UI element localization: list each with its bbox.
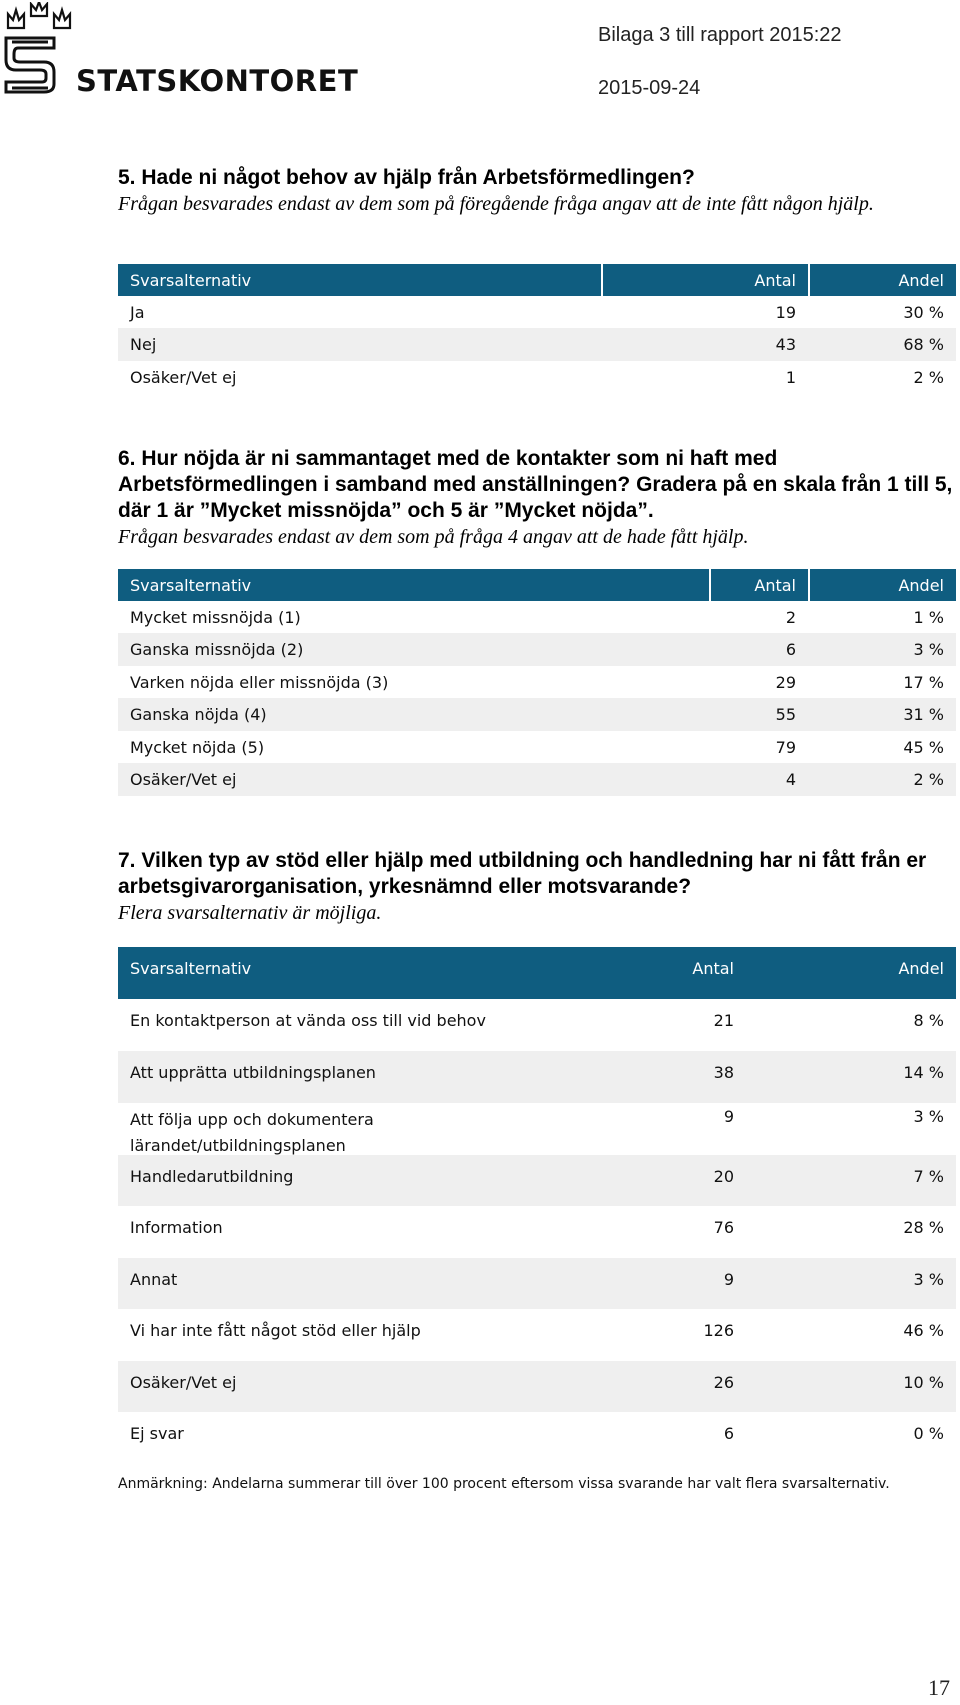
row-count: 43 <box>775 335 796 354</box>
table-q5 <box>118 264 956 393</box>
row-pct: 10 % <box>903 1373 944 1392</box>
row-pct: 45 % <box>903 737 944 757</box>
table-q7 <box>118 947 956 1464</box>
question-7-subtitle: Flera svarsalternativ är möjliga. <box>118 902 382 924</box>
row-label: Ja <box>130 302 145 322</box>
table-row <box>118 1309 956 1361</box>
question-5 <box>118 165 956 217</box>
row-pct: 2 % <box>913 367 944 387</box>
row-pct: 1 % <box>913 607 944 627</box>
table-row <box>118 1103 956 1155</box>
table-row <box>118 1155 956 1206</box>
row-label: Vi har inte fått något stöd eller hjälp <box>130 1321 421 1340</box>
col-count-header: Antal <box>754 575 796 595</box>
row-label: Osäker/Vet ej <box>130 770 237 789</box>
row-count: 126 <box>703 1321 734 1340</box>
table-row <box>118 1258 956 1309</box>
col-pct-header: Andel <box>898 959 944 978</box>
org-name: STATSKONTORET <box>76 64 359 98</box>
row-count: 26 <box>713 1373 734 1392</box>
table-row <box>118 1051 956 1103</box>
row-count: 1 <box>785 367 796 387</box>
row-count: 19 <box>775 302 796 322</box>
table-row <box>118 296 956 328</box>
row-pct: 14 % <box>903 1063 944 1082</box>
table-row <box>118 999 956 1051</box>
row-count: 9 <box>723 1270 734 1289</box>
row-label: Information <box>130 1218 223 1237</box>
row-label: Osäker/Vet ej <box>130 367 237 387</box>
row-pct: 7 % <box>913 1167 944 1186</box>
col-pct-header: Andel <box>898 575 944 595</box>
table-header <box>118 947 956 999</box>
row-count: 21 <box>713 1011 734 1030</box>
table-header <box>118 264 956 296</box>
col-label-header: Svarsalternativ <box>130 575 252 595</box>
report-date: 2015-09-24 <box>598 77 701 99</box>
question-6 <box>118 446 956 550</box>
report-title: Bilaga 3 till rapport 2015:22 <box>598 24 842 46</box>
row-label: Ej svar <box>130 1424 184 1443</box>
page-number: 17 <box>928 1675 950 1700</box>
row-label: Varken nöjda eller missnöjda (3) <box>130 672 389 692</box>
table-row <box>118 731 956 763</box>
col-count-header: Antal <box>754 270 796 290</box>
row-count: 38 <box>713 1063 734 1082</box>
row-count: 9 <box>723 1107 734 1126</box>
row-pct: 28 % <box>903 1218 944 1237</box>
header-divider <box>601 264 603 296</box>
row-count: 76 <box>713 1218 734 1237</box>
row-label: Annat <box>130 1270 178 1289</box>
table-row <box>118 328 956 361</box>
row-pct: 8 % <box>913 1011 944 1030</box>
row-label: Handledarutbildning <box>130 1167 294 1186</box>
row-pct: 3 % <box>913 1107 944 1126</box>
row-label: Nej <box>130 335 157 354</box>
row-count: 2 <box>785 607 796 627</box>
question-7 <box>118 848 956 926</box>
row-label: En kontaktperson at vända oss till vid behov <box>130 1011 486 1030</box>
row-pct: 31 % <box>903 705 944 724</box>
table-row <box>118 1206 956 1258</box>
question-5-subtitle: Frågan besvarades endast av dem som på föregående fråga angav att de inte fått någon hjälp. <box>118 193 874 215</box>
table-row <box>118 633 956 666</box>
row-count: 79 <box>775 737 796 757</box>
row-count: 20 <box>713 1167 734 1186</box>
table-row <box>118 698 956 731</box>
footnote: Anmärkning: Andelarna summerar till över 100 procent eftersom vissa svarande har valt flera svarsalternativ. <box>118 1476 890 1492</box>
table-row <box>118 361 956 393</box>
row-count: 6 <box>785 640 796 659</box>
row-pct: 30 % <box>903 302 944 322</box>
row-pct: 2 % <box>913 770 944 789</box>
header-divider <box>808 569 810 601</box>
col-pct-header: Andel <box>898 270 944 290</box>
row-pct: 68 % <box>903 335 944 354</box>
row-label: Mycket nöjda (5) <box>130 737 265 757</box>
table-row <box>118 666 956 698</box>
row-label: Mycket missnöjda (1) <box>130 607 301 627</box>
row-count: 6 <box>723 1424 734 1443</box>
col-label-header: Svarsalternativ <box>130 959 252 978</box>
table-row <box>118 601 956 633</box>
table-q6 <box>118 569 956 796</box>
question-5-title: 5. Hade ni något behov av hjälp från Arbetsförmedlingen? <box>118 166 695 189</box>
row-count: 29 <box>775 672 796 692</box>
row-pct: 46 % <box>903 1321 944 1340</box>
row-label: Ganska missnöjda (2) <box>130 640 304 659</box>
header-divider <box>709 569 711 601</box>
row-pct: 3 % <box>913 640 944 659</box>
table-header <box>118 569 956 601</box>
table-row <box>118 1361 956 1412</box>
question-7-title: 7. Vilken typ av stöd eller hjälp med utbildning och handledning har ni fått från er arbetsgivarorganisation, yrkesnämnd eller motsvarande? <box>118 849 927 898</box>
table-row <box>118 1412 956 1464</box>
row-label: Ganska nöjda (4) <box>130 705 267 724</box>
row-pct: 0 % <box>913 1424 944 1443</box>
table-row <box>118 763 956 796</box>
row-label: Osäker/Vet ej <box>130 1373 237 1392</box>
question-6-subtitle: Frågan besvarades endast av dem som på fråga 4 angav att de hade fått hjälp. <box>118 526 749 548</box>
col-label-header: Svarsalternativ <box>130 270 252 290</box>
statskontoret-logo <box>4 2 364 102</box>
row-label: Att följa upp och dokumentera lärandet/utbildningsplanen <box>130 1110 374 1155</box>
row-label: Att upprätta utbildningsplanen <box>130 1063 376 1082</box>
row-count: 55 <box>775 705 796 724</box>
row-pct: 3 % <box>913 1270 944 1289</box>
question-6-title: 6. Hur nöjda är ni sammantaget med de kontakter som ni haft med Arbetsförmedlingen i samband med anställningen? Gradera på en skala från 1 till 5, där 1 är ”Mycket missnöjda” och 5 är ”Mycket nöjda”. <box>118 447 953 522</box>
col-count-header: Antal <box>692 959 734 978</box>
row-pct: 17 % <box>903 672 944 692</box>
header-divider <box>808 264 810 296</box>
row-count: 4 <box>785 770 796 789</box>
